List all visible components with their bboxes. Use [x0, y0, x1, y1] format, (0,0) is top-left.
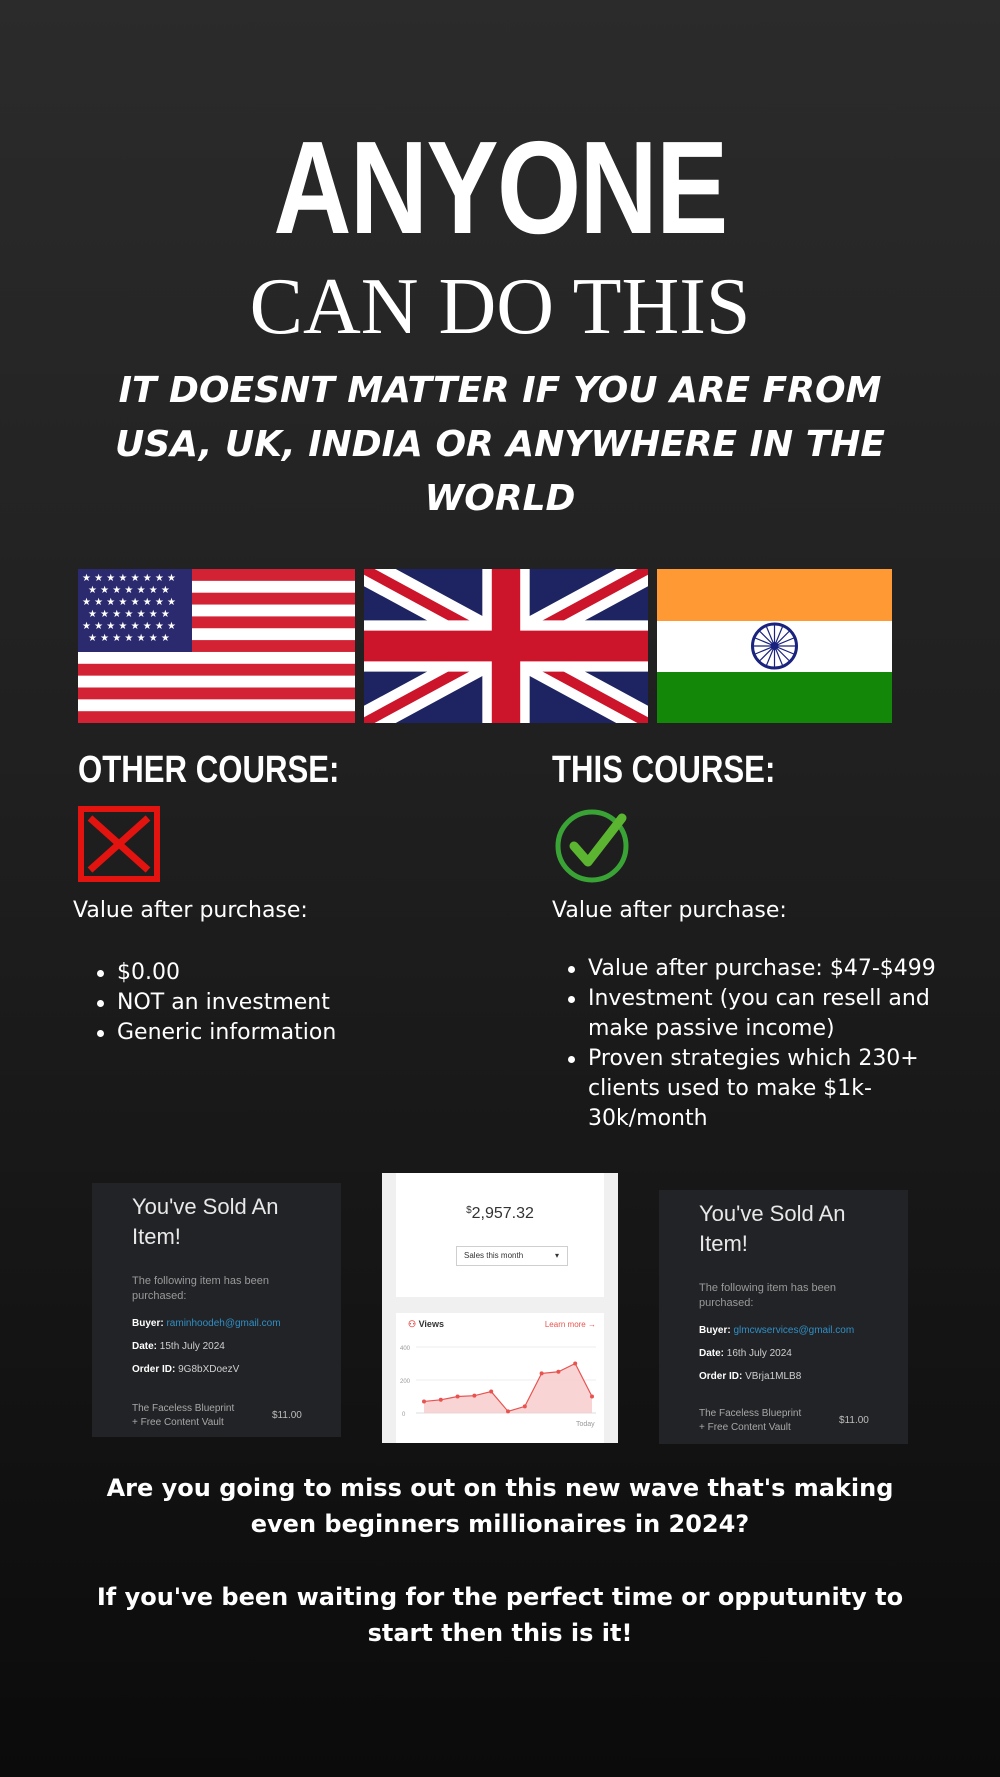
views-point: [506, 1409, 510, 1413]
receipt-subtitle: The following item has been purchased:: [132, 1275, 269, 1302]
call-to-action-statement: If you've been waiting for the perfect time or opputunity to start then this is it!: [96, 1583, 904, 1647]
red-x-icon: [78, 806, 160, 882]
headline-can-do-this: CAN DO THIS: [249, 263, 751, 351]
views-panel: [396, 1313, 604, 1443]
this-course-value-label: Value after purchase:: [552, 898, 787, 923]
this-course-bullets: [566, 954, 958, 1134]
y-tick-label: 400: [400, 1346, 411, 1352]
list-item: $0.00: [117, 958, 477, 988]
list-item: Proven strategies which 230+ clients used to make $1k-30k/month: [588, 1044, 958, 1134]
this-course-section: [552, 748, 972, 792]
other-course-value-label: Value after purchase:: [73, 898, 308, 923]
receipt-price: $11.00: [839, 1415, 869, 1426]
list-item: NOT an investment: [117, 988, 477, 1018]
views-point: [573, 1362, 577, 1366]
receipt-price: $11.00: [272, 1410, 302, 1421]
svg-text:★ ★ ★ ★ ★ ★ ★ ★: ★ ★ ★ ★ ★ ★ ★ ★: [82, 621, 176, 632]
sale-receipt-card: [659, 1190, 908, 1444]
receipt-order-id: Order ID: 9G8bXDoezV: [132, 1364, 240, 1375]
sales-stats-card: [382, 1173, 618, 1443]
views-label: ⚇ Views: [408, 1319, 444, 1329]
views-point: [439, 1398, 443, 1402]
list-item: Value after purchase: $47-$499: [588, 954, 958, 984]
chevron-down-icon: ▾: [554, 1251, 559, 1260]
receipt-item: The Faceless Blueprint + Free Content Vault: [132, 1403, 235, 1428]
other-course-heading: OTHER COURSE:: [78, 749, 340, 791]
sales-amount: $2,957.32: [466, 1205, 534, 1222]
views-area: [424, 1364, 592, 1414]
subheadline: IT DOESNT MATTER IF YOU ARE FROM USA, UK, INDIA OR ANYWHERE IN THE WORLD: [115, 370, 885, 519]
uk-flag: [364, 569, 648, 723]
y-tick-label: 200: [400, 1379, 411, 1385]
views-point: [556, 1370, 560, 1374]
views-point: [456, 1395, 460, 1399]
views-point: [472, 1394, 476, 1398]
svg-text:★ ★ ★ ★ ★ ★ ★ ★: ★ ★ ★ ★ ★ ★ ★ ★: [82, 597, 176, 608]
views-point: [422, 1399, 426, 1403]
receipt-date: Date: 16th July 2024: [699, 1348, 792, 1359]
views-point: [489, 1390, 493, 1394]
receipt-title: You've Sold An Item!: [132, 1194, 279, 1249]
y-tick-label: 0: [402, 1412, 406, 1418]
list-item: Investment (you can resell and make passive income): [588, 984, 958, 1044]
other-course-section: [78, 748, 498, 792]
x-end-label: Today: [576, 1421, 595, 1428]
svg-text:★ ★ ★ ★ ★ ★ ★: ★ ★ ★ ★ ★ ★ ★: [88, 633, 170, 644]
call-to-action-question: Are you going to miss out on this new wave that's making even beginners millionaires in 2024?: [106, 1474, 894, 1538]
views-point: [523, 1404, 527, 1408]
svg-text:★ ★ ★ ★ ★ ★ ★: ★ ★ ★ ★ ★ ★ ★: [88, 609, 170, 620]
headline-anyone: ANYONE: [273, 114, 727, 261]
receipt-order-id: Order ID: VBrja1MLB8: [699, 1371, 802, 1382]
svg-text:★ ★ ★ ★ ★ ★ ★: ★ ★ ★ ★ ★ ★ ★: [88, 585, 170, 596]
sale-receipt-card: [92, 1183, 341, 1437]
receipt-subtitle: The following item has been purchased:: [699, 1282, 836, 1309]
sales-summary-panel: [396, 1173, 604, 1297]
us-flag: [78, 569, 355, 723]
receipt-buyer: Buyer: glmcwservices@gmail.com: [699, 1325, 855, 1336]
this-course-heading: THIS COURSE:: [552, 749, 776, 791]
svg-text:★ ★ ★ ★ ★ ★ ★ ★: ★ ★ ★ ★ ★ ★ ★ ★: [82, 573, 176, 584]
green-check-icon: [552, 804, 634, 884]
india-flag: [657, 569, 892, 723]
views-chart: [396, 1333, 604, 1443]
receipt-title: You've Sold An Item!: [699, 1201, 846, 1256]
views-point: [540, 1371, 544, 1375]
receipt-buyer: Buyer: raminhoodeh@gmail.com: [132, 1318, 281, 1329]
list-item: Generic information: [117, 1018, 477, 1048]
period-select[interactable]: Sales this month ▾: [456, 1246, 568, 1266]
user-icon: ⚇: [408, 1319, 417, 1329]
learn-more-link[interactable]: Learn more →: [544, 1320, 596, 1329]
other-course-bullets: [95, 958, 477, 1048]
views-point: [590, 1395, 594, 1399]
receipt-date: Date: 15th July 2024: [132, 1341, 225, 1352]
receipt-item: The Faceless Blueprint + Free Content Vault: [699, 1408, 802, 1433]
